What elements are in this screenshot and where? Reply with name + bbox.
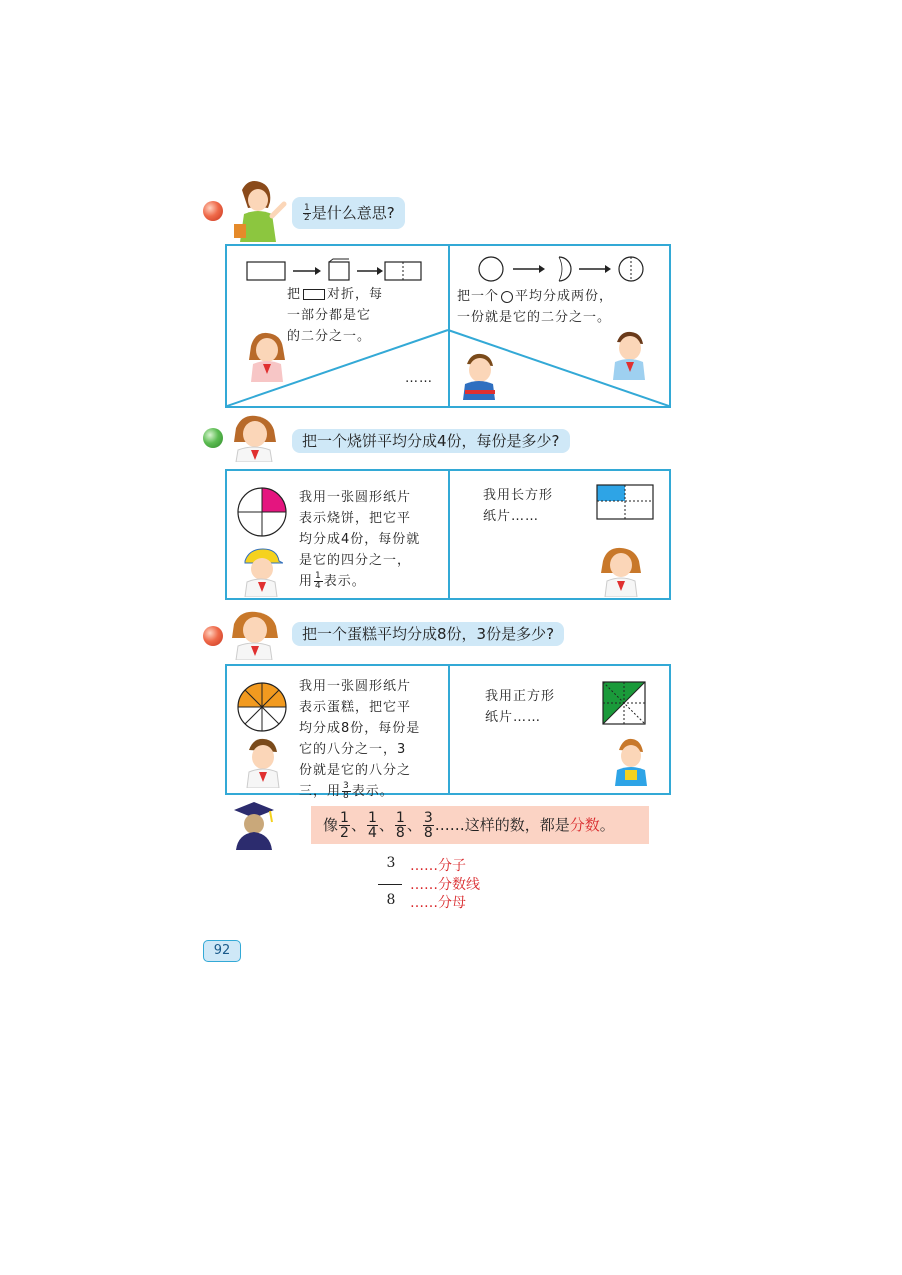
text-line: 份就是它的八分之 — [299, 763, 412, 778]
separator: 、 — [378, 816, 394, 834]
girl-illustration — [599, 545, 643, 597]
text-line: 是它的四分之一， — [299, 553, 412, 568]
girl-illustration — [228, 414, 284, 462]
fraction-one-half — [303, 204, 311, 223]
bullet-icon — [203, 626, 223, 646]
rectangle-icon — [303, 289, 325, 300]
text-line: 纸片…… — [483, 509, 540, 524]
question-bubble-3: 把一个蛋糕平均分成8份，3份是多少? — [292, 622, 564, 646]
panel-right-text — [483, 485, 553, 527]
parts-fraction-line — [378, 884, 402, 885]
fraction-numerator: 1 — [304, 203, 310, 213]
page-number: 92 — [203, 940, 241, 962]
question-bubble-2: 把一个烧饼平均分成4份，每份是多少? — [292, 429, 570, 453]
text-line: 我用正方形 — [485, 689, 556, 704]
text-line: 把 — [287, 287, 302, 302]
rectangle-fold-diagram — [245, 258, 425, 284]
bullet-icon — [203, 201, 223, 221]
text-line: 我用长方形 — [483, 488, 554, 503]
rectangle-quarter-diagram — [595, 483, 655, 521]
text-line: 的二分之一。 — [287, 329, 372, 344]
fraction-one-half — [339, 811, 350, 840]
square-eighths-diagram — [601, 680, 647, 726]
definition-end: 。 — [599, 816, 615, 834]
circle-icon — [501, 291, 513, 303]
text-line: 我用一张圆形纸片 — [299, 490, 412, 505]
circle-quarter-diagram — [235, 485, 289, 539]
fraction-denominator: 8 — [343, 791, 350, 801]
teacher-illustration — [228, 178, 288, 244]
parts-numerator: 3 — [386, 855, 396, 871]
ellipsis-text: …… — [405, 371, 433, 386]
panel-left-text — [299, 487, 420, 592]
panel-section-3 — [225, 664, 671, 801]
boy-illustration — [241, 736, 285, 788]
panel-right-text — [457, 286, 613, 328]
girl-illustration — [245, 330, 289, 382]
definition-box — [311, 806, 649, 844]
fraction-one-quarter — [367, 811, 378, 840]
text-line: 把一个 — [457, 289, 500, 304]
boy-illustration — [611, 736, 651, 786]
fraction-denominator: 8 — [395, 825, 405, 841]
fraction-numerator: 1 — [367, 810, 377, 826]
panel-section-1 — [225, 244, 671, 408]
text-line: 表示。 — [351, 784, 394, 799]
fraction-numerator: 1 — [395, 810, 405, 826]
denominator-label: ……分母 — [410, 895, 466, 911]
text-line: 纸片…… — [485, 710, 542, 725]
question-bubble-1 — [292, 197, 405, 229]
fraction-three-eighths — [342, 782, 351, 801]
separator: 、 — [406, 816, 422, 834]
numerator-label: ……分子 — [410, 858, 466, 874]
boy-illustration — [607, 328, 651, 380]
text-line: 表示烧饼，把它平 — [299, 511, 412, 526]
text-line: 一份就是它的二分之一。 — [457, 310, 612, 325]
panel-section-2 — [225, 469, 671, 600]
text-line: 我用一张圆形纸片 — [299, 679, 412, 694]
bullet-icon — [203, 428, 223, 448]
fraction-denominator: 2 — [340, 825, 349, 841]
circle-fold-diagram — [477, 254, 647, 284]
panel-right-text — [485, 686, 555, 728]
text-line: 用 — [299, 574, 314, 589]
definition-keyword: 分数 — [569, 816, 600, 834]
doctor-owl-illustration — [232, 800, 276, 850]
text-line: 平均分成两份， — [515, 289, 614, 304]
fraction-numerator: 1 — [340, 810, 349, 826]
text-line: 一部分都是它 — [287, 308, 372, 323]
text-line: 表示。 — [323, 574, 366, 589]
circle-eighths-diagram — [235, 680, 289, 734]
panel-left-text — [299, 676, 420, 802]
boy-illustration — [459, 350, 499, 400]
text-line: 均分成4份，每份就 — [299, 532, 421, 547]
definition-suffix: ……这样的数，都是 — [434, 816, 570, 834]
panel-divider — [448, 666, 450, 793]
fraction-three-eighths — [423, 811, 434, 840]
text-line: 三，用 — [299, 784, 342, 799]
girl-illustration — [228, 610, 284, 660]
fraction-denominator: 4 — [367, 825, 377, 841]
fraction-numerator: 3 — [423, 810, 433, 826]
fraction-numerator: 1 — [315, 571, 322, 581]
fraction-denominator: 4 — [315, 581, 322, 591]
text-line: 它的八分之一，3 — [299, 742, 407, 757]
fraction-denominator: 8 — [423, 825, 433, 841]
fraction-line-label: ……分数线 — [410, 877, 480, 893]
parts-denominator: 8 — [386, 892, 396, 908]
text-line: 对折，每 — [327, 287, 384, 302]
panel-divider — [448, 471, 450, 598]
text-line: 表示蛋糕，把它平 — [299, 700, 412, 715]
panel-left-text — [287, 284, 383, 347]
text-line: 均分成8份，每份是 — [299, 721, 421, 736]
bubble-text: 是什么意思? — [311, 204, 395, 222]
fraction-denominator: 2 — [304, 213, 310, 223]
separator: 、 — [350, 816, 366, 834]
boy-cap-illustration — [239, 547, 283, 597]
fraction-one-eighth — [395, 811, 406, 840]
definition-prefix: 像 — [323, 816, 339, 834]
fraction-numerator: 3 — [343, 781, 350, 791]
fraction-one-quarter — [314, 572, 323, 591]
